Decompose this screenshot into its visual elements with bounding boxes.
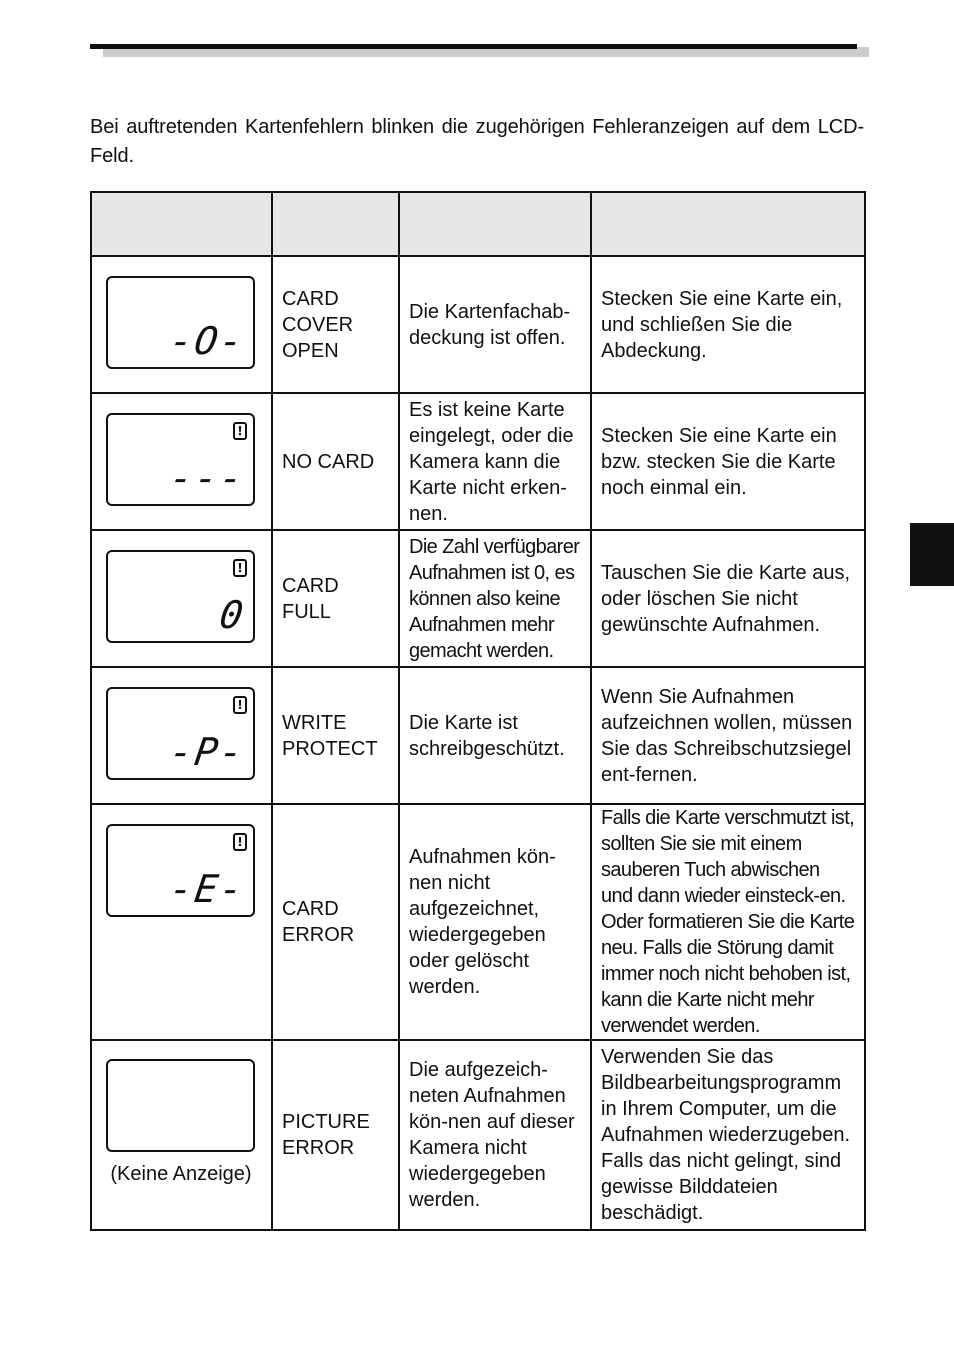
lcd-display <box>106 824 255 917</box>
intro-paragraph: Bei auftretenden Kartenfehlern blinken die zugehörigen Fehleranzeigen auf dem LCD-Feld. <box>90 116 864 167</box>
lcd-segment-text: 0 <box>217 593 249 637</box>
error-name: CARD FULL <box>272 530 399 667</box>
lcd-display <box>106 1059 255 1152</box>
table-row <box>91 667 865 804</box>
header-cell-remedy <box>591 192 865 256</box>
lcd-cell <box>91 256 272 393</box>
lcd-display <box>106 687 255 780</box>
lcd-segment-text: -P- <box>167 730 249 774</box>
card-warning-icon: ! <box>233 833 247 851</box>
error-meaning: Die Kartenfachab-deckung ist offen. <box>399 256 591 393</box>
error-name: WRITE PROTECT <box>272 667 399 804</box>
header-cell-name <box>272 192 399 256</box>
lcd-cell <box>91 1040 272 1230</box>
lcd-cell <box>91 393 272 530</box>
card-error-table <box>90 191 866 1231</box>
table-row <box>91 530 865 667</box>
lcd-display <box>106 413 255 506</box>
header-cell-meaning <box>399 192 591 256</box>
error-meaning: Aufnahmen kön-nen nicht aufgezeichnet, wiedergegeben oder gelöscht werden. <box>399 804 591 1040</box>
lcd-display <box>106 550 255 643</box>
table-header-row <box>91 192 865 256</box>
lcd-segment-text: --- <box>167 456 249 500</box>
error-meaning: Die aufgezeich-neten Aufnahmen kön-nen auf dieser Kamera nicht wiedergegeben werden. <box>399 1040 591 1230</box>
lcd-cell <box>91 804 272 1040</box>
error-remedy: Stecken Sie eine Karte ein, und schließen Sie die Abdeckung. <box>591 256 865 393</box>
error-remedy: Wenn Sie Aufnahmen aufzeichnen wollen, müssen Sie das Schreibschutzsiegel ent-fernen. <box>591 667 865 804</box>
card-warning-icon: ! <box>233 559 247 577</box>
error-remedy: Tauschen Sie die Karte aus, oder löschen Sie nicht gewünschte Aufnahmen. <box>591 530 865 667</box>
error-meaning: Die Zahl verfügbarer Aufnahmen ist 0, es können also keine Aufnahmen mehr gemacht werden. <box>399 530 591 667</box>
lcd-segment-text: -O- <box>167 319 249 363</box>
error-meaning: Die Karte ist schreibgeschützt. <box>399 667 591 804</box>
table-row <box>91 256 865 393</box>
lcd-caption: (Keine Anzeige) <box>110 1163 252 1185</box>
table-row <box>91 1040 865 1230</box>
table-row <box>91 804 865 1040</box>
lcd-display <box>106 276 255 369</box>
error-name: CARD ERROR <box>272 804 399 1040</box>
lcd-segment-text: -E- <box>167 867 249 911</box>
header-cell-lcd <box>91 192 272 256</box>
table-row <box>91 393 865 530</box>
header-rule <box>90 44 857 49</box>
error-remedy: Verwenden Sie das Bildbearbeitungsprogramm in Ihrem Computer, um die Aufnahmen wiederzugeben. Falls das nicht gelingt, sind gewisse Bilddateien beschädigt. <box>591 1040 865 1230</box>
card-warning-icon: ! <box>233 696 247 714</box>
error-remedy: Stecken Sie eine Karte ein bzw. stecken Sie die Karte noch einmal ein. <box>591 393 865 530</box>
error-meaning: Es ist keine Karte eingelegt, oder die Kamera kann die Karte nicht erken-nen. <box>399 393 591 530</box>
card-warning-icon: ! <box>233 422 247 440</box>
error-remedy: Falls die Karte verschmutzt ist, sollten Sie sie mit einem sauberen Tuch abwischen und dann wieder einsteck-en. Oder formatieren Sie die Karte neu. Falls die Störung damit immer noch nicht behoben ist, kann die Karte nicht mehr verwendet werden. <box>591 804 865 1040</box>
error-name: CARD COVER OPEN <box>272 256 399 393</box>
lcd-cell <box>91 530 272 667</box>
error-name: PICTURE ERROR <box>272 1040 399 1230</box>
chapter-tab-marker <box>910 523 954 586</box>
lcd-cell <box>91 667 272 804</box>
error-name: NO CARD <box>272 393 399 530</box>
